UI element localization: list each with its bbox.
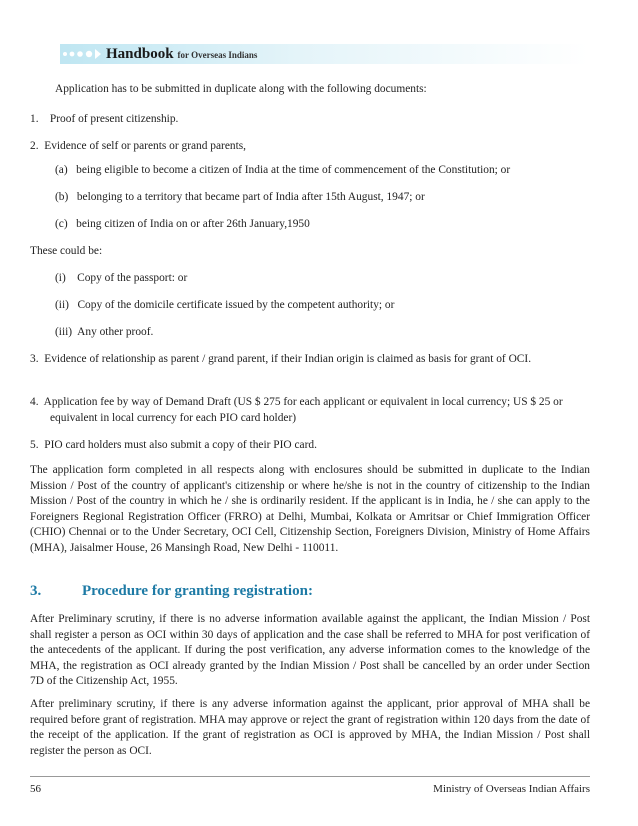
list-item-3: 3. Evidence of relationship as parent / grand parent, if their Indian origin is claimed as basis for grant of OCI. [30,353,532,365]
handbook-title: Handbook [106,46,174,62]
sub-item-ii: (ii) Copy of the domicile certificate issued by the competent authority; or [55,299,395,311]
handbook-subtitle: for Overseas Indians [177,50,258,60]
sub-item-b: (b) belonging to a territory that became part of India after 15th August, 1947; or [55,191,425,203]
list-item-5: 5. PIO card holders must also submit a copy of their PIO card. [30,439,317,451]
footer-divider [30,776,590,777]
footer-publisher: Ministry of Overseas Indian Affairs [433,783,590,795]
section-heading [30,584,313,600]
header-title [106,44,257,65]
these-could-be: These could be: [30,245,103,257]
paragraph-2: After preliminary scrutiny, if there is any adverse information against the applicant, prior approval of MHA shall be required before grant of registration. MHA may approve or reject the grant of registration within 120 days from the date of the receipt of the application. If the grant of registration as OCI is approved by MHA, the Indian Mission / Post shall register the person as OCI. [30,698,590,757]
sub-item-a: (a) being eligible to become a citizen of India at the time of commencement of the Constitution; or [55,164,511,176]
section-number: 3. [30,583,42,599]
header-arrows-icon [62,48,102,60]
sub-item-iii: (iii) Any other proof. [55,326,154,338]
list-item-2: 2. Evidence of self or parents or grand parents, [30,140,247,152]
submission-paragraph: The application form completed in all respects along with enclosures should be submitted in duplicate to the Indian Mission / Post of the country of applicant's citizenship or where he/she is not in the country of citizenship to the Indian Mission / Post of the country in which he / she is ordinarily resident. If the applicant is in India, he / she can apply to the Foreigners Regional Registration Officer (FRRO) at Delhi, Mumbai, Kolkata or Amritsar or Chief Immigration Officer (CHIO) Chennai or to the Under Secretary, OCI Cell, Citizenship Section, Foreigners Division, Ministry of Home Affairs (MHA), Jaisalmer House, 26 Mansingh Road, New Delhi - 110011. [30,464,590,554]
intro-text: Application has to be submitted in duplicate along with the following documents: [55,83,427,95]
section-title: Procedure for granting registration: [82,583,313,599]
list-item-1: 1. Proof of present citizenship. [30,113,179,125]
paragraph-1: After Preliminary scrutiny, if there is no adverse information available against the applicant, the Indian Mission / Post shall register a person as OCI within 30 days of application and the case shall be referred to MHA for post verification of the antecedents of the applicant. If during the post verification, any adverse information comes to the knowledge of the MHA, the registration as OCI already granted by the Indian Mission / Post shall be cancelled by an order under Section 7D of the Citizenship Act, 1955. [30,613,590,687]
list-item-4: 4. Application fee by way of Demand Draft (US $ 275 for each applicant or equivalent in local currency; US $ 25 or equivalent in local currency for each PIO card holder) [30,396,563,424]
sub-item-i: (i) Copy of the passport: or [55,272,188,284]
page-number: 56 [30,783,41,795]
sub-item-c: (c) being citizen of India on or after 26th January,1950 [55,218,310,230]
